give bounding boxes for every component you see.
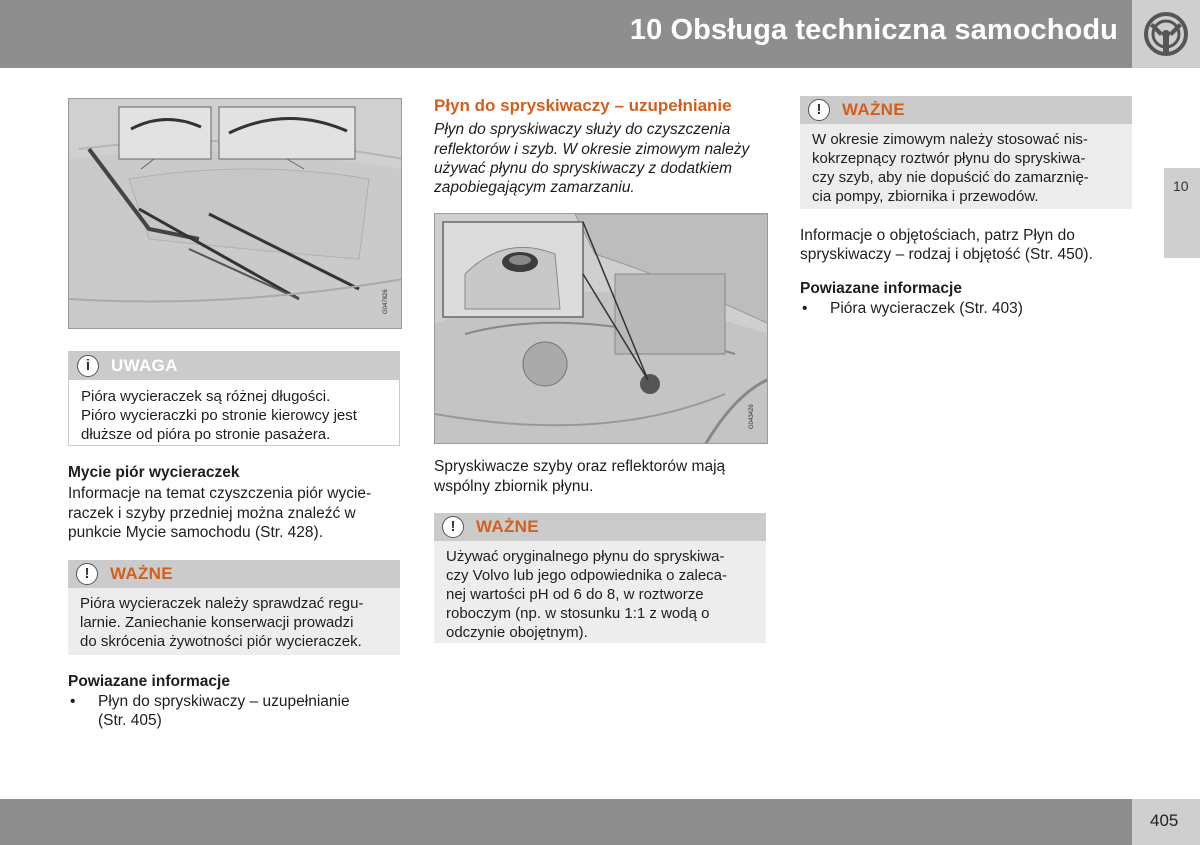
paragraph-line: Informacje na temat czyszczenia piór wycie- xyxy=(68,485,372,502)
related-item-line: Płyn do spryskiwaczy – uzupełnianie xyxy=(98,693,350,710)
wrench-gear-icon xyxy=(1141,9,1191,59)
notice-header xyxy=(800,96,1132,124)
notice-header xyxy=(68,560,400,588)
notice-header xyxy=(69,352,399,380)
bullet-dot: • xyxy=(802,300,808,317)
notice-header xyxy=(434,513,766,541)
image-code: G047826 xyxy=(383,289,389,314)
image-code: G043426 xyxy=(749,404,755,429)
notice-line: roboczym (np. w stosunku 1:1 z wodą o xyxy=(446,605,710,622)
paragraph-line: spryskiwaczy – rodzaj i objętość (Str. 450). xyxy=(800,246,1093,263)
intro-line: zapobiegającym zamarzaniu. xyxy=(434,179,635,196)
wazne-notice xyxy=(68,560,400,655)
uwaga-notice xyxy=(68,351,400,446)
washer-reservoir-drawing xyxy=(435,214,768,444)
paragraph-line: punkcie Mycie samochodu (Str. 428). xyxy=(68,524,324,541)
notice-line: cia pompy, zbiornika i przewodów. xyxy=(812,188,1039,205)
related-item-line: Pióra wycieraczek (Str. 403) xyxy=(830,300,1023,317)
related-item[interactable] xyxy=(802,299,1122,319)
exclamation-icon: ! xyxy=(808,99,830,121)
notice-title: UWAGA xyxy=(111,356,178,375)
notice-line: kokrzepnący roztwór płynu do spryskiwa- xyxy=(812,150,1086,167)
notice-title: WAŻNE xyxy=(476,517,539,536)
notice-line: Pióra wycieraczek są różnej długości. xyxy=(81,388,331,405)
notice-line: dłuższe od pióra po stronie pasażera. xyxy=(81,426,331,443)
notice-line: nej wartości pH od 6 do 8, w roztworze xyxy=(446,586,704,603)
paragraph-line: Informacje o objętościach, patrz Płyn do xyxy=(800,227,1075,244)
chapter-tab-number: 10 xyxy=(1173,178,1189,194)
intro-line: używać płynu do spryskiwaczy z dodatkiem xyxy=(434,160,733,177)
engine-bay-illustration xyxy=(434,213,768,444)
notice-line: do skrócenia żywotności piór wycieraczek. xyxy=(80,633,362,650)
intro-line: reflektorów i szyb. W okresie zimowym należy xyxy=(434,141,750,158)
caption-line: Spryskiwacze szyby oraz reflektorów mają xyxy=(434,458,726,475)
chapter-tab xyxy=(1164,168,1200,258)
notice-line: czy szyb, aby nie dopuścić do zamarznię- xyxy=(812,169,1089,186)
section-heading: Płyn do spryskiwaczy – uzupełnianie xyxy=(434,96,732,115)
windshield-wiper-drawing xyxy=(69,99,402,329)
page-number-box xyxy=(1132,799,1200,845)
page-header xyxy=(0,0,1132,68)
notice-line: Pióro wycieraczki po stronie kierowcy jest xyxy=(81,407,357,424)
exclamation-icon: ! xyxy=(76,563,98,585)
chapter-title: 10 Obsługa techniczna samochodu xyxy=(629,14,1118,46)
wazne-notice xyxy=(800,96,1132,209)
notice-line: W okresie zimowym należy stosować nis- xyxy=(812,131,1088,148)
notice-line: Używać oryginalnego płynu do spryskiwa- xyxy=(446,548,725,565)
bullet-dot: • xyxy=(70,693,76,710)
related-item[interactable] xyxy=(70,692,390,732)
notice-line: Pióra wycieraczek należy sprawdzać regu- xyxy=(80,595,364,612)
related-heading: Powiazane informacje xyxy=(800,280,962,297)
exclamation-icon: ! xyxy=(442,516,464,538)
section-heading: Mycie piór wycieraczek xyxy=(68,464,240,481)
page-number: 405 xyxy=(1150,811,1179,830)
header-icon-box xyxy=(1132,0,1200,68)
related-item-line: (Str. 405) xyxy=(98,712,162,729)
related-heading: Powiazane informacje xyxy=(68,673,230,690)
notice-line: larnie. Zaniechanie konserwacji prowadzi xyxy=(80,614,354,631)
notice-line: odczynie obojętnym). xyxy=(446,624,588,641)
notice-title: WAŻNE xyxy=(842,100,905,119)
info-icon: i xyxy=(77,355,99,377)
caption-line: wspólny zbiornik płynu. xyxy=(434,478,594,495)
notice-line: czy Volvo lub jego odpowiednika o zaleca- xyxy=(446,567,728,584)
paragraph-line: raczek i szyby przedniej można znaleźć w xyxy=(68,505,356,522)
notice-title: WAŻNE xyxy=(110,564,173,583)
wiper-blades-illustration xyxy=(68,98,402,329)
wazne-notice xyxy=(434,513,766,643)
intro-line: Płyn do spryskiwaczy służy do czyszczenia xyxy=(434,121,731,138)
page-footer xyxy=(0,799,1132,845)
